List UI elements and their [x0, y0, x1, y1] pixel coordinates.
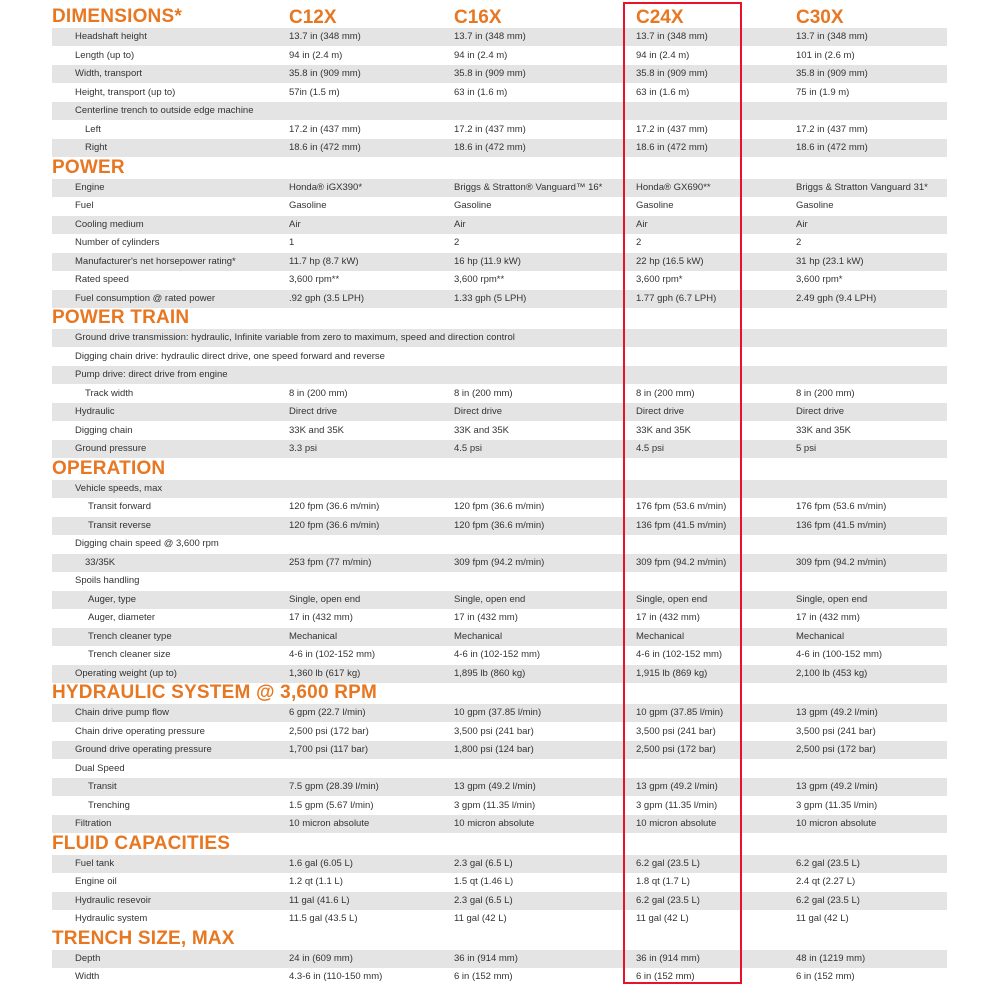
spec-row	[52, 704, 947, 722]
spec-value-c24x: Single, open end	[636, 593, 708, 605]
spec-value-c24x	[636, 760, 792, 778]
spec-label: Width, transport	[75, 68, 143, 79]
spec-value-c12x	[289, 329, 449, 347]
spec-value-c30x: 31 hp (23.1 kW)	[796, 255, 864, 267]
spec-label: Headshaft height	[75, 31, 147, 42]
section-title: TRENCH SIZE, MAX	[52, 927, 235, 949]
spec-value-c16x: 10 micron absolute	[454, 818, 535, 829]
spec-row	[52, 609, 947, 627]
spec-value-c12x: 6 gpm (22.7 l/min)	[289, 707, 366, 718]
spec-value-c12x: 1.2 qt (1.1 L)	[289, 876, 343, 887]
spec-row	[52, 290, 947, 308]
spec-value-c30x: 35.8 in (909 mm)	[796, 68, 868, 79]
spec-row	[52, 329, 947, 347]
spec-value-c16x: 4-6 in (102-152 mm)	[454, 649, 541, 660]
spec-value-c24x: 6.2 gal (23.5 L)	[636, 857, 700, 869]
column-header-c16x: C16X	[454, 7, 502, 28]
spec-label: Auger, type	[88, 593, 137, 605]
spec-row	[52, 572, 947, 590]
spec-value-c24x: Gasoline	[636, 200, 674, 211]
spec-value-c16x: 13.7 in (348 mm)	[454, 31, 526, 42]
spec-value-c30x: 3,600 rpm*	[796, 274, 843, 285]
spec-value-c30x: 13.7 in (348 mm)	[796, 31, 868, 42]
spec-value-c12x: 24 in (609 mm)	[289, 952, 353, 964]
spec-row	[52, 47, 947, 65]
spec-row	[52, 628, 947, 646]
spec-value-c12x: 3,600 rpm**	[289, 274, 340, 285]
spec-value-c24x	[636, 102, 792, 120]
spec-row	[52, 234, 947, 252]
spec-value-c30x: 8 in (200 mm)	[796, 387, 855, 399]
spec-value-c24x: 4-6 in (102-152 mm)	[636, 649, 723, 660]
spec-value-c24x: 10 micron absolute	[636, 818, 717, 829]
spec-row	[52, 723, 947, 741]
spec-row	[52, 385, 947, 403]
spec-label: Digging chain speed @ 3,600 rpm	[75, 538, 219, 549]
spec-value-c24x	[636, 329, 792, 347]
spec-value-c12x: 10 micron absolute	[289, 818, 370, 829]
spec-value-c24x: 63 in (1.6 m)	[636, 86, 690, 98]
spec-label: Transit forward	[88, 501, 151, 512]
spec-value-c12x: Mechanical	[289, 630, 338, 642]
spec-label: Vehicle speeds, max	[75, 482, 163, 494]
spec-label: Chain drive operating pressure	[75, 725, 205, 737]
spec-row	[52, 179, 947, 197]
spec-value-c24x: 3,500 psi (241 bar)	[636, 725, 716, 737]
spec-value-c16x: Briggs & Stratton® Vanguard™ 16*	[454, 181, 603, 193]
spec-value-c30x: 13 gpm (49.2 l/min)	[796, 781, 878, 792]
spec-row	[52, 591, 947, 609]
spec-value-c16x: 10 gpm (37.85 l/min)	[454, 707, 542, 718]
section-title: OPERATION	[52, 457, 166, 479]
spec-value-c12x: .92 gph (3.5 LPH)	[289, 292, 364, 304]
spec-value-c16x: 36 in (914 mm)	[454, 952, 518, 964]
spec-value-c12x: 1,360 lb (617 kg)	[289, 667, 361, 679]
spec-value-c24x: 1,915 lb (869 kg)	[636, 667, 708, 679]
column-header-c12x: C12X	[289, 7, 337, 28]
spec-value-c16x: 17 in (432 mm)	[454, 612, 518, 623]
spec-value-c30x: 2,100 lb (453 kg)	[796, 667, 868, 679]
spec-value-c12x: 1.5 gpm (5.67 l/min)	[289, 799, 374, 811]
spec-value-c30x	[796, 572, 946, 590]
spec-row	[52, 665, 947, 683]
spec-row	[52, 197, 947, 215]
spec-value-c30x: Gasoline	[796, 200, 834, 211]
spec-value-c12x: Air	[289, 218, 301, 230]
spec-value-c30x: 33K and 35K	[796, 424, 851, 436]
spec-row	[52, 139, 947, 157]
spec-label: Chain drive pump flow	[75, 707, 169, 718]
spec-value-c16x: 17.2 in (437 mm)	[454, 123, 526, 135]
spec-value-c30x: 17.2 in (437 mm)	[796, 123, 868, 135]
spec-value-c16x: 63 in (1.6 m)	[454, 86, 508, 98]
spec-value-c16x: 6 in (152 mm)	[454, 971, 513, 982]
spec-value-c30x: 4-6 in (100-152 mm)	[796, 649, 883, 660]
spec-value-c30x: 17 in (432 mm)	[796, 612, 860, 623]
spec-label: Centerline trench to outside edge machine	[75, 105, 254, 116]
spec-value-c16x: 33K and 35K	[454, 424, 509, 436]
spec-value-c16x: 1,895 lb (860 kg)	[454, 667, 526, 679]
spec-value-c24x: 136 fpm (41.5 m/min)	[636, 519, 727, 531]
spec-row	[52, 517, 947, 535]
spec-value-c16x: 309 fpm (94.2 m/min)	[454, 556, 545, 568]
spec-label: Depth	[75, 952, 101, 964]
spec-label: Trenching	[88, 799, 130, 811]
spec-value-c24x: 3 gpm (11.35 l/min)	[636, 799, 718, 811]
spec-row	[52, 873, 947, 891]
spec-value-c12x: 18.6 in (472 mm)	[289, 142, 361, 153]
spec-label: Filtration	[75, 818, 112, 829]
spec-value-c16x	[454, 480, 632, 498]
spec-label: Width	[75, 971, 100, 982]
spec-value-c24x: 17.2 in (437 mm)	[636, 123, 708, 135]
spec-value-c24x: 1.8 qt (1.7 L)	[636, 876, 690, 887]
spec-value-c30x: 2,500 psi (172 bar)	[796, 744, 876, 755]
spec-label: Fuel tank	[75, 857, 115, 869]
spec-value-c12x	[289, 535, 449, 553]
spec-label: 33/35K	[85, 556, 116, 568]
spec-value-c24x: 36 in (914 mm)	[636, 952, 700, 964]
spec-value-c30x: 309 fpm (94.2 m/min)	[796, 556, 887, 568]
spec-row	[52, 778, 947, 796]
spec-row	[52, 797, 947, 815]
spec-row	[52, 348, 947, 366]
spec-value-c24x	[636, 348, 792, 366]
spec-value-c16x: 2.3 gal (6.5 L)	[454, 857, 513, 869]
spec-value-c30x: 10 micron absolute	[796, 818, 877, 829]
spec-value-c12x: 4.3-6 in (110-150 mm)	[289, 971, 383, 982]
spec-value-c24x: 8 in (200 mm)	[636, 387, 695, 399]
section-title: POWER	[52, 156, 125, 178]
spec-value-c30x: 18.6 in (472 mm)	[796, 142, 868, 153]
spec-value-c24x: 35.8 in (909 mm)	[636, 68, 708, 79]
spec-value-c16x: 1.5 qt (1.46 L)	[454, 876, 514, 887]
spec-value-c30x: 101 in (2.6 m)	[796, 49, 855, 61]
spec-label: Manufacturer's net horsepower rating*	[75, 255, 236, 267]
spec-label: Hydraulic resevoir	[75, 894, 152, 906]
spec-value-c30x	[796, 480, 946, 498]
spec-value-c12x: 1,700 psi (117 bar)	[289, 744, 369, 755]
spec-row	[52, 28, 947, 46]
spec-value-c24x: Honda® GX690**	[636, 181, 711, 193]
spec-value-c16x	[454, 572, 632, 590]
spec-value-c24x: 2	[636, 237, 642, 248]
spec-value-c16x: Direct drive	[454, 406, 503, 417]
spec-value-c24x: 6.2 gal (23.5 L)	[636, 894, 700, 906]
spec-label: Left	[85, 123, 101, 135]
spec-value-c30x: 2.4 qt (2.27 L)	[796, 876, 856, 887]
spec-row	[52, 892, 947, 910]
spec-value-c16x	[454, 348, 632, 366]
spec-value-c12x: 253 fpm (77 m/min)	[289, 556, 372, 568]
spec-value-c30x: 6.2 gal (23.5 L)	[796, 857, 860, 869]
spec-value-c24x: 94 in (2.4 m)	[636, 49, 690, 61]
spec-value-c16x: 94 in (2.4 m)	[454, 49, 508, 61]
spec-row	[52, 760, 947, 778]
spec-label: Hydraulic system	[75, 913, 148, 924]
spec-value-c24x: 22 hp (16.5 kW)	[636, 255, 704, 267]
spec-value-c12x: 57in (1.5 m)	[289, 86, 340, 98]
spec-value-c16x: 13 gpm (49.2 l/min)	[454, 781, 536, 792]
spec-value-c12x	[289, 348, 449, 366]
spec-row	[52, 403, 947, 421]
spec-value-c12x	[289, 480, 449, 498]
spec-value-c30x: 3,500 psi (241 bar)	[796, 725, 876, 737]
spec-value-c12x: Honda® iGX390*	[289, 181, 363, 193]
spec-value-c30x: Briggs & Stratton Vanguard 31*	[796, 181, 928, 193]
spec-value-c30x: 5 psi	[796, 443, 817, 454]
spec-value-c24x	[636, 366, 792, 384]
spec-value-c12x: 11.5 gal (43.5 L)	[289, 913, 358, 924]
spec-value-c30x	[796, 760, 946, 778]
spec-label: Length (up to)	[75, 49, 135, 61]
spec-value-c24x: 176 fpm (53.6 m/min)	[636, 501, 727, 512]
spec-value-c24x	[636, 572, 792, 590]
spec-value-c30x	[796, 348, 946, 366]
spec-value-c16x	[454, 535, 632, 553]
spec-value-c16x: 2	[454, 237, 460, 248]
spec-value-c16x: 1,800 psi (124 bar)	[454, 744, 534, 755]
spec-value-c24x: 10 gpm (37.85 l/min)	[636, 707, 724, 718]
spec-value-c16x: 120 fpm (36.6 m/min)	[454, 519, 545, 531]
spec-value-c30x: Mechanical	[796, 630, 845, 642]
spec-row	[52, 84, 947, 102]
spec-value-c16x: 18.6 in (472 mm)	[454, 142, 526, 153]
spec-row	[52, 440, 947, 458]
spec-value-c30x: 176 fpm (53.6 m/min)	[796, 501, 887, 512]
spec-value-c24x: 13 gpm (49.2 l/min)	[636, 781, 718, 792]
spec-value-c12x: 120 fpm (36.6 m/min)	[289, 519, 380, 531]
spec-value-c16x	[454, 366, 632, 384]
spec-label: Fuel	[75, 200, 94, 211]
spec-value-c12x: 17 in (432 mm)	[289, 612, 353, 623]
spec-value-c12x: 11 gal (41.6 L)	[289, 894, 350, 906]
spec-value-c12x: 3.3 psi	[289, 443, 317, 454]
spec-value-c12x: Gasoline	[289, 200, 327, 211]
spec-value-c16x: Mechanical	[454, 630, 503, 642]
spec-row	[52, 910, 947, 928]
spec-value-c12x: 120 fpm (36.6 m/min)	[289, 501, 380, 512]
spec-value-c30x: 3 gpm (11.35 l/min)	[796, 799, 878, 811]
spec-value-c30x: 6 in (152 mm)	[796, 971, 855, 982]
spec-value-c12x: Direct drive	[289, 406, 338, 417]
spec-value-c30x: 2.49 gph (9.4 LPH)	[796, 292, 877, 304]
spec-value-c12x	[289, 102, 449, 120]
spec-row	[52, 646, 947, 664]
spec-value-c24x: 3,600 rpm*	[636, 274, 683, 285]
spec-label: Height, transport (up to)	[75, 86, 176, 98]
spec-label: Digging chain drive: hydraulic direct drive, one speed forward and reverse	[75, 350, 385, 362]
spec-value-c24x	[636, 535, 792, 553]
spec-label: Spoils handling	[75, 575, 140, 586]
spec-label: Pump drive: direct drive from engine	[75, 369, 228, 380]
spec-value-c12x: 94 in (2.4 m)	[289, 49, 343, 61]
section-title: DIMENSIONS*	[52, 6, 182, 27]
spec-label: Operating weight (up to)	[75, 667, 177, 679]
spec-row	[52, 121, 947, 139]
spec-row	[52, 366, 947, 384]
spec-value-c12x: 13.7 in (348 mm)	[289, 31, 361, 42]
spec-value-c30x: 11 gal (42 L)	[796, 913, 849, 924]
spec-value-c12x: 2,500 psi (172 bar)	[289, 725, 369, 737]
spec-label: Right	[85, 142, 108, 153]
spec-label: Hydraulic	[75, 406, 115, 417]
spec-value-c30x: 6.2 gal (23.5 L)	[796, 894, 860, 906]
spec-value-c12x: 1	[289, 237, 295, 248]
spec-value-c30x: Air	[796, 218, 808, 230]
spec-value-c16x: 3,600 rpm**	[454, 274, 505, 285]
spec-label: Ground pressure	[75, 443, 147, 454]
spec-value-c12x: 35.8 in (909 mm)	[289, 68, 361, 79]
section-title: HYDRAULIC SYSTEM @ 3,600 RPM	[52, 682, 378, 703]
spec-value-c16x: 16 hp (11.9 kW)	[454, 255, 521, 267]
spec-value-c24x: 309 fpm (94.2 m/min)	[636, 556, 727, 568]
spec-value-c16x: Gasoline	[454, 200, 492, 211]
spec-row	[52, 950, 947, 968]
spec-value-c16x: Air	[454, 218, 466, 230]
spec-row	[52, 65, 947, 83]
spec-value-c16x: 120 fpm (36.6 m/min)	[454, 501, 545, 512]
spec-value-c12x	[289, 366, 449, 384]
spec-row	[52, 815, 947, 833]
spec-value-c30x	[796, 102, 946, 120]
spec-row	[52, 554, 947, 572]
spec-value-c16x: 3,500 psi (241 bar)	[454, 725, 534, 737]
column-header-c30x: C30X	[796, 7, 844, 28]
spec-row	[52, 498, 947, 516]
spec-value-c24x: 1.77 gph (6.7 LPH)	[636, 292, 717, 304]
spec-value-c16x	[454, 329, 632, 347]
spec-value-c24x: Air	[636, 218, 648, 230]
spec-value-c30x	[796, 366, 946, 384]
spec-label: Engine	[75, 181, 105, 193]
spec-value-c16x: 11 gal (42 L)	[454, 913, 507, 924]
spec-value-c12x: 8 in (200 mm)	[289, 387, 348, 399]
spec-value-c12x: 7.5 gpm (28.39 l/min)	[289, 781, 379, 792]
spec-label: Ground drive transmission: hydraulic, Infinite variable from zero to maximum, speed and direction control	[75, 332, 515, 343]
spec-value-c24x: 2,500 psi (172 bar)	[636, 744, 716, 755]
spec-label: Track width	[85, 387, 134, 399]
spec-value-c12x	[289, 760, 449, 778]
spec-label: Trench cleaner size	[88, 649, 171, 660]
spec-row	[52, 102, 947, 120]
spec-value-c12x: 33K and 35K	[289, 424, 344, 436]
spec-label: Digging chain	[75, 424, 133, 436]
spec-label: Dual Speed	[75, 762, 125, 774]
spec-label: Engine oil	[75, 876, 117, 887]
spec-value-c24x: 6 in (152 mm)	[636, 971, 695, 982]
spec-value-c12x: 17.2 in (437 mm)	[289, 123, 361, 135]
spec-value-c24x: 17 in (432 mm)	[636, 612, 700, 623]
spec-label: Number of cylinders	[75, 237, 160, 248]
spec-value-c24x: Mechanical	[636, 630, 685, 642]
spec-value-c12x	[289, 572, 449, 590]
spec-row	[52, 271, 947, 289]
spec-value-c24x: 11 gal (42 L)	[636, 913, 689, 924]
section-title: POWER TRAIN	[52, 307, 190, 328]
spec-value-c16x: 35.8 in (909 mm)	[454, 68, 526, 79]
spec-value-c16x: 4.5 psi	[454, 443, 482, 454]
spec-row	[52, 855, 947, 873]
section-title: FLUID CAPACITIES	[52, 832, 231, 854]
spec-value-c16x	[454, 102, 632, 120]
spec-label: Rated speed	[75, 274, 129, 285]
spec-value-c30x: Direct drive	[796, 406, 845, 417]
spec-label: Auger, diameter	[88, 612, 156, 623]
spec-value-c12x: 11.7 hp (8.7 kW)	[289, 255, 359, 267]
spec-value-c24x: 13.7 in (348 mm)	[636, 31, 708, 42]
spec-value-c16x: 3 gpm (11.35 l/min)	[454, 799, 536, 811]
spec-label: Ground drive operating pressure	[75, 744, 212, 755]
spec-row	[52, 535, 947, 553]
spec-row	[52, 422, 947, 440]
spec-row	[52, 968, 947, 986]
spec-value-c16x: 8 in (200 mm)	[454, 387, 513, 399]
spec-value-c24x	[636, 480, 792, 498]
spec-value-c16x: Single, open end	[454, 593, 526, 605]
spec-row	[52, 253, 947, 271]
column-header-c24x: C24X	[636, 7, 684, 28]
spec-value-c30x: 2	[796, 237, 802, 248]
spec-label: Transit	[88, 781, 117, 792]
spec-value-c30x: 13 gpm (49.2 l/min)	[796, 707, 878, 718]
spec-value-c16x	[454, 760, 632, 778]
spec-value-c30x	[796, 329, 946, 347]
spec-value-c12x: 4-6 in (102-152 mm)	[289, 649, 376, 660]
spec-value-c24x: 18.6 in (472 mm)	[636, 142, 708, 153]
spec-label: Fuel consumption @ rated power	[75, 292, 216, 304]
spec-value-c12x: Single, open end	[289, 593, 361, 605]
spec-row	[52, 216, 947, 234]
spec-value-c12x: 1.6 gal (6.05 L)	[289, 857, 353, 869]
spec-value-c30x	[796, 535, 946, 553]
spec-value-c30x: 75 in (1.9 m)	[796, 86, 850, 98]
spec-label: Cooling medium	[75, 218, 144, 230]
spec-value-c30x: 136 fpm (41.5 m/min)	[796, 519, 887, 531]
spec-value-c24x: Direct drive	[636, 406, 685, 417]
spec-label: Transit reverse	[88, 519, 151, 531]
spec-value-c16x: 1.33 gph (5 LPH)	[454, 292, 527, 304]
spec-value-c30x: 48 in (1219 mm)	[796, 952, 866, 964]
spec-value-c16x: 2.3 gal (6.5 L)	[454, 894, 513, 906]
spec-value-c24x: 33K and 35K	[636, 424, 691, 436]
spec-value-c30x: Single, open end	[796, 593, 868, 605]
spec-label: Trench cleaner type	[88, 630, 172, 642]
spec-row	[52, 741, 947, 759]
spec-value-c24x: 4.5 psi	[636, 443, 664, 454]
spec-row	[52, 480, 947, 498]
